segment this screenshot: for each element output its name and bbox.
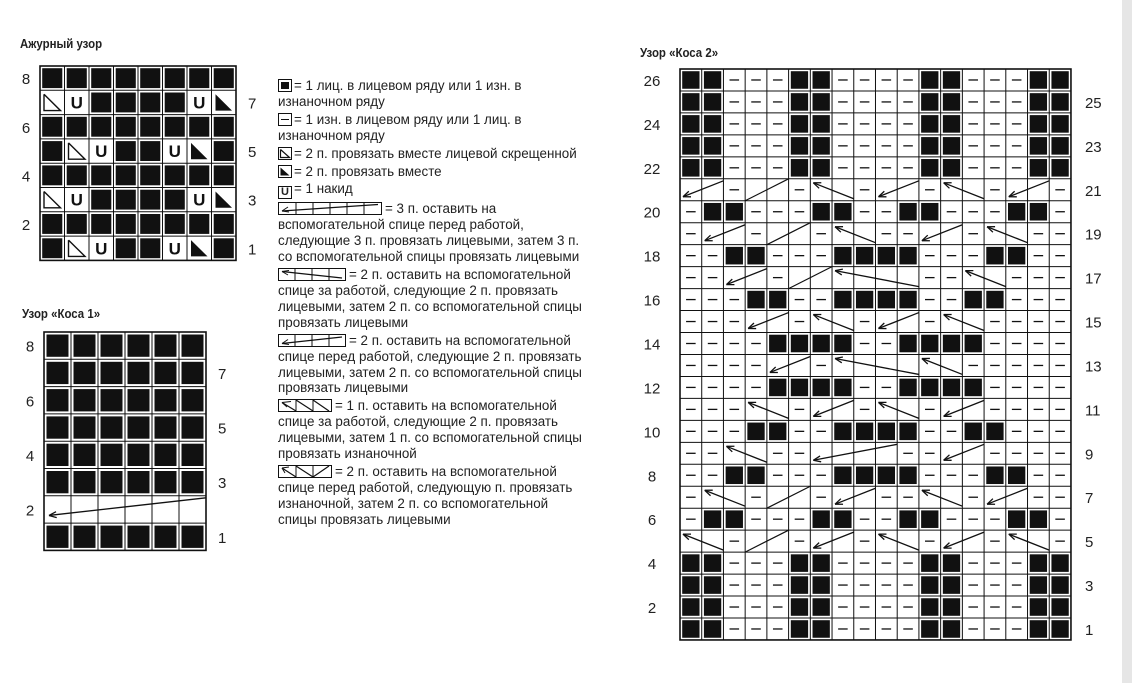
knit-cell — [47, 526, 69, 548]
knit-cell — [769, 291, 786, 309]
legend-text: = 2 п. оставить на вспомогательной спице за работой, следующие 2 п. провязать лицевыми, затем 2 п. со вспомогательной спицы провязать лицевыми — [278, 267, 582, 330]
knit-cell — [856, 423, 873, 441]
row-number: 3 — [218, 475, 227, 493]
knit-cell — [878, 291, 895, 309]
row-number: 11 — [1084, 402, 1101, 420]
knit-cell — [47, 416, 69, 438]
knit-cell — [74, 362, 96, 384]
knit-cell — [878, 423, 895, 441]
knit-cell — [747, 466, 764, 484]
knit-cell — [91, 190, 111, 210]
knit-cell — [165, 93, 185, 113]
knit-cell — [1030, 554, 1047, 572]
knit-cell — [67, 68, 87, 88]
knit-cell — [116, 68, 136, 88]
knit-cell — [182, 444, 204, 466]
knit-cell — [140, 117, 160, 137]
knit-cell — [74, 389, 96, 411]
row-number: 2 — [21, 216, 31, 234]
knit-cell — [182, 416, 204, 438]
knit-cell — [47, 389, 69, 411]
legend-text: = 2 п. провязать вместе — [294, 163, 442, 179]
knit-cell — [682, 598, 699, 616]
knit-cell — [67, 165, 87, 185]
knit-cell — [1051, 598, 1068, 616]
knit-cell — [856, 247, 873, 265]
knit-cell — [42, 238, 62, 258]
knit-cell — [682, 93, 699, 111]
knit-cell — [704, 159, 721, 177]
knit-cell — [834, 203, 851, 221]
knit-cell — [704, 576, 721, 594]
knit-cell — [1051, 576, 1068, 594]
knit-cell — [140, 141, 160, 161]
knit-cell — [791, 137, 808, 155]
yarn-over-cell: U — [193, 93, 206, 113]
knit-cell — [769, 423, 786, 441]
knit-cell — [943, 159, 960, 177]
knit-cell — [704, 598, 721, 616]
knit-cell — [1030, 71, 1047, 89]
knit-cell — [704, 554, 721, 572]
knit-cell — [921, 115, 938, 133]
knit-cell — [1051, 71, 1068, 89]
knit-cell — [834, 291, 851, 309]
knit-cell — [834, 335, 851, 353]
knit-cell — [1051, 115, 1068, 133]
knit-cell — [91, 117, 111, 137]
knit-cell — [128, 362, 150, 384]
knit-cell — [165, 68, 185, 88]
knit-cell — [101, 389, 123, 411]
knit-cell — [813, 510, 830, 528]
knit-cell — [965, 423, 982, 441]
knit-cell — [155, 362, 177, 384]
knit-cell — [878, 466, 895, 484]
row-number: 20 — [643, 204, 661, 222]
knit-cell — [834, 379, 851, 397]
knit-cell — [965, 291, 982, 309]
knit-cell — [813, 93, 830, 111]
knit-cell — [747, 423, 764, 441]
knit-cell — [878, 247, 895, 265]
knit-cell — [921, 93, 938, 111]
knit-cell — [1008, 203, 1025, 221]
knit-cell — [791, 93, 808, 111]
knit-cell — [155, 389, 177, 411]
row-number: 6 — [25, 393, 35, 411]
knit-cell — [155, 416, 177, 438]
knit-cell — [42, 117, 62, 137]
row-number: 10 — [643, 424, 661, 442]
row-number: 26 — [643, 72, 661, 90]
knit-cell — [791, 159, 808, 177]
knit-cell — [101, 335, 123, 357]
knit-cell — [899, 291, 916, 309]
knit-cell — [834, 466, 851, 484]
knit-cell — [943, 598, 960, 616]
knit-cell — [704, 203, 721, 221]
knit-cell — [47, 362, 69, 384]
knit-cell — [91, 93, 111, 113]
knit-cell — [116, 117, 136, 137]
knit-cell — [682, 159, 699, 177]
knit-cell — [140, 190, 160, 210]
row-number: 23 — [1084, 138, 1102, 156]
knit-cell — [921, 620, 938, 638]
row-number: 1 — [1084, 621, 1094, 639]
row-number: 7 — [218, 365, 227, 383]
row-number: 4 — [25, 447, 35, 465]
knit-cell — [182, 362, 204, 384]
knit-cell — [769, 335, 786, 353]
knit-cell — [813, 379, 830, 397]
knit-cell — [101, 526, 123, 548]
knit-cell — [834, 510, 851, 528]
knit-cell — [813, 620, 830, 638]
legend-text: = 2 п. оставить на вспомогательной спице перед работой, следующую п. провязать изнаночной, затем 2 п. со вспомогательной спицы провязать лицевыми — [278, 463, 573, 527]
knit-cell — [791, 554, 808, 572]
knit-cell — [189, 165, 209, 185]
knit-cell — [899, 423, 916, 441]
knit-cell — [116, 214, 136, 234]
knit-cell — [704, 93, 721, 111]
knit-cell — [899, 335, 916, 353]
knit-cell — [986, 247, 1003, 265]
row-number: 1 — [218, 529, 227, 547]
knit-cell — [128, 526, 150, 548]
knit-cell — [140, 165, 160, 185]
yarn-over-cell: U — [168, 142, 181, 162]
knit-cell — [791, 379, 808, 397]
knit-cell — [813, 598, 830, 616]
knit-cell — [101, 444, 123, 466]
knit-cell — [704, 137, 721, 155]
knit-cell — [1008, 466, 1025, 484]
knit-cell — [747, 291, 764, 309]
knit-cell — [214, 238, 234, 258]
knit-cell — [140, 68, 160, 88]
knit-cell — [140, 93, 160, 113]
knit-cell — [42, 68, 62, 88]
knit-cell — [214, 117, 234, 137]
row-number: 21 — [1084, 182, 1102, 200]
knit-cell — [813, 576, 830, 594]
knit-cell — [921, 510, 938, 528]
knit-cell — [182, 389, 204, 411]
knit-cell — [128, 444, 150, 466]
knit-cell — [704, 510, 721, 528]
row-number: 2 — [25, 502, 35, 520]
row-number: 5 — [218, 420, 227, 438]
knit-cell — [986, 291, 1003, 309]
knit-cell — [165, 214, 185, 234]
knit-cell — [42, 214, 62, 234]
knit-cell — [682, 554, 699, 572]
knit-cell — [214, 165, 234, 185]
knit-cell — [128, 389, 150, 411]
row-number: 6 — [21, 119, 31, 137]
knit-cell — [47, 471, 69, 493]
knit-cell — [214, 141, 234, 161]
row-number: 5 — [248, 144, 257, 162]
knit-cell — [47, 335, 69, 357]
knit-cell — [128, 471, 150, 493]
knit-cell — [165, 117, 185, 137]
knit-cell — [67, 117, 87, 137]
knit-cell — [726, 247, 743, 265]
knit-cell — [682, 576, 699, 594]
knit-cell — [704, 71, 721, 89]
knit-cell — [1030, 598, 1047, 616]
knit-cell — [813, 203, 830, 221]
knit-cell — [943, 71, 960, 89]
row-number: 24 — [643, 116, 661, 134]
legend-text: = 1 накид — [294, 181, 353, 197]
knit-cell — [140, 214, 160, 234]
knit-cell — [965, 379, 982, 397]
row-number: 12 — [643, 380, 661, 398]
knit-cell — [214, 214, 234, 234]
knit-cell — [1030, 137, 1047, 155]
legend-text: = 1 п. оставить на вспомогательной спице за работой, следующие 2 п. провязать лицевыми, затем 1 п. со вспомогательной спицы провязать изнаночной — [278, 398, 582, 462]
knit-cell — [921, 598, 938, 616]
row-number: 7 — [248, 95, 257, 113]
knit-cell — [74, 471, 96, 493]
knit-cell — [165, 190, 185, 210]
row-number: 4 — [647, 556, 657, 574]
legend-text: = 2 п. оставить на вспомогательной спице перед работой, следующие 2 п. провязать лицевыми, затем 2 п. со вспомогательной спицы провязать лицевыми — [278, 332, 582, 396]
knit-cell — [91, 214, 111, 234]
knit-cell — [1030, 203, 1047, 221]
knit-cell — [1030, 576, 1047, 594]
row-number: 3 — [1084, 578, 1094, 596]
knit-cell — [791, 620, 808, 638]
knit-cell — [1051, 137, 1068, 155]
knit-cell — [791, 576, 808, 594]
knit-cell — [1030, 115, 1047, 133]
knit-cell — [155, 526, 177, 548]
knit-cell — [791, 335, 808, 353]
knit-cell — [155, 335, 177, 357]
knit-cell — [182, 526, 204, 548]
knit-cell — [943, 115, 960, 133]
row-number: 15 — [1084, 314, 1102, 332]
knit-cell — [791, 115, 808, 133]
knit-cell — [1051, 620, 1068, 638]
knit-cell — [834, 247, 851, 265]
knit-cell — [726, 466, 743, 484]
yarn-over-cell: U — [95, 239, 108, 259]
knit-cell — [813, 159, 830, 177]
row-number: 4 — [21, 168, 31, 186]
knit-cell — [921, 379, 938, 397]
kosa1-title: Узор «Коса 1» — [22, 306, 101, 321]
knit-cell — [682, 620, 699, 638]
knit-cell — [965, 335, 982, 353]
knit-cell — [116, 238, 136, 258]
row-number: 3 — [248, 192, 257, 210]
row-number: 5 — [1084, 534, 1094, 552]
knit-cell — [726, 203, 743, 221]
row-number: 18 — [643, 248, 661, 266]
row-number: 22 — [643, 160, 661, 178]
row-number: 14 — [643, 336, 661, 354]
row-number: 9 — [1084, 446, 1094, 464]
knit-cell — [856, 291, 873, 309]
knit-cell — [1008, 510, 1025, 528]
knit-cell — [921, 576, 938, 594]
knit-cell — [1051, 554, 1068, 572]
yarn-over-cell: U — [168, 239, 181, 259]
knit-cell — [943, 137, 960, 155]
knit-cell — [74, 335, 96, 357]
yarn-over-cell: U — [193, 190, 206, 210]
legend-text: = 2 п. провязать вместе лицевой скрещенной — [294, 145, 577, 161]
knit-cell — [899, 379, 916, 397]
yarn-over-cell: U — [95, 142, 108, 162]
knit-cell — [91, 68, 111, 88]
row-number: 25 — [1084, 94, 1102, 112]
knit-cell — [74, 444, 96, 466]
knit-cell — [214, 68, 234, 88]
knit-cell — [921, 203, 938, 221]
knit-cell — [47, 444, 69, 466]
knit-cell — [747, 247, 764, 265]
knit-cell — [943, 93, 960, 111]
knit-cell — [813, 335, 830, 353]
knit-cell — [101, 362, 123, 384]
knit-cell — [921, 159, 938, 177]
legend-text: = 1 изн. в лицевом ряду или 1 лиц. в изнаночном ряду — [278, 111, 522, 143]
knit-cell — [1030, 93, 1047, 111]
knit-cell — [67, 214, 87, 234]
knit-cell — [74, 526, 96, 548]
knit-cell — [140, 238, 160, 258]
knit-cell — [189, 68, 209, 88]
knit-cell — [101, 471, 123, 493]
row-number: 17 — [1084, 270, 1102, 288]
knit-cell — [42, 165, 62, 185]
yarn-over-cell: U — [70, 93, 83, 113]
row-number: 6 — [647, 512, 657, 530]
row-number: 8 — [647, 468, 657, 486]
knit-cell — [165, 165, 185, 185]
knit-cell — [704, 115, 721, 133]
knit-cell — [921, 71, 938, 89]
knit-cell — [899, 247, 916, 265]
knit-cell — [986, 466, 1003, 484]
row-number: 13 — [1084, 358, 1102, 376]
knit-cell — [189, 214, 209, 234]
knit-cell — [943, 576, 960, 594]
knit-cell — [791, 598, 808, 616]
knit-cell — [682, 137, 699, 155]
knit-cell — [899, 510, 916, 528]
knit-cell — [116, 141, 136, 161]
knit-cell — [128, 416, 150, 438]
knit-cell — [182, 471, 204, 493]
row-number: 8 — [21, 71, 31, 89]
knit-cell — [155, 444, 177, 466]
knit-cell — [921, 335, 938, 353]
knit-cell — [943, 554, 960, 572]
knit-cell — [791, 71, 808, 89]
knit-cell — [42, 141, 62, 161]
knit-cell — [128, 335, 150, 357]
knit-cell — [856, 466, 873, 484]
row-number: 8 — [25, 338, 35, 356]
knit-cell — [682, 71, 699, 89]
knit-cell — [116, 190, 136, 210]
knit-cell — [921, 137, 938, 155]
knit-cell — [155, 471, 177, 493]
yarn-over-icon: U — [278, 186, 292, 199]
row-number: 19 — [1084, 226, 1102, 244]
knit-cell — [943, 335, 960, 353]
kosa2-title: Узор «Коса 2» — [640, 45, 719, 60]
row-number: 2 — [647, 600, 657, 618]
knit-cell — [182, 335, 204, 357]
knit-cell — [116, 93, 136, 113]
knit-cell — [899, 203, 916, 221]
knit-cell — [769, 379, 786, 397]
knit-cell — [1030, 620, 1047, 638]
knit-cell — [813, 71, 830, 89]
yarn-over-cell: U — [70, 190, 83, 210]
knit-cell — [189, 117, 209, 137]
knit-cell — [1051, 93, 1068, 111]
knit-cell — [726, 510, 743, 528]
knit-cell — [899, 466, 916, 484]
knit-cell — [1008, 247, 1025, 265]
row-number: 1 — [248, 241, 257, 259]
knit-cell — [813, 554, 830, 572]
knit-cell — [986, 423, 1003, 441]
ajur-title: Ажурный узор — [20, 36, 103, 51]
knit-cell — [74, 416, 96, 438]
knit-cell — [91, 165, 111, 185]
legend-text: = 3 п. оставить на вспомогательной спице перед работой, следующие 3 п. провязать лицевыми, затем 3 п. со вспомогательной спицы провязать лицевыми — [278, 201, 580, 265]
knit-cell — [943, 379, 960, 397]
row-number: 16 — [643, 292, 661, 310]
knit-cell — [943, 620, 960, 638]
legend-text: = 1 лиц. в лицевом ряду или 1 изн. в изнаночном ряду — [278, 78, 522, 109]
knit-cell — [834, 423, 851, 441]
knit-cell — [682, 115, 699, 133]
knit-cell — [101, 416, 123, 438]
knit-cell — [813, 115, 830, 133]
knit-cell — [1030, 159, 1047, 177]
row-number: 7 — [1084, 490, 1094, 508]
knit-cell — [116, 165, 136, 185]
knit-cell — [813, 137, 830, 155]
knit-cell — [1030, 510, 1047, 528]
knit-cell — [704, 620, 721, 638]
knit-cell — [1051, 159, 1068, 177]
knit-cell — [921, 554, 938, 572]
